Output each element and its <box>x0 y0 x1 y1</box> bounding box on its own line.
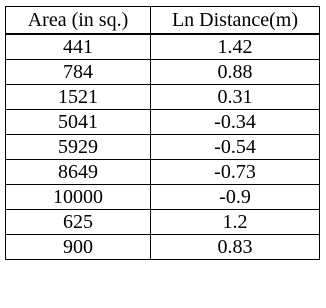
ln-distance-cell: 1.2 <box>151 210 320 235</box>
area-cell: 5929 <box>6 135 151 160</box>
ln-distance-cell: -0.34 <box>151 110 320 135</box>
area-cell: 900 <box>6 235 151 260</box>
table-header-row <box>6 7 320 35</box>
column-header-ln-distance: Ln Distance(m) <box>151 7 320 35</box>
area-cell: 10000 <box>6 185 151 210</box>
table-row <box>6 160 320 185</box>
area-cell: 1521 <box>6 85 151 110</box>
table-row <box>6 34 320 60</box>
ln-distance-cell: -0.9 <box>151 185 320 210</box>
ln-distance-cell: 0.88 <box>151 60 320 85</box>
area-cell: 784 <box>6 60 151 85</box>
ln-distance-cell: 1.42 <box>151 34 320 60</box>
ln-distance-cell: 0.83 <box>151 235 320 260</box>
ln-distance-cell: -0.73 <box>151 160 320 185</box>
table-row <box>6 210 320 235</box>
table-row <box>6 85 320 110</box>
area-cell: 8649 <box>6 160 151 185</box>
ln-distance-cell: 0.31 <box>151 85 320 110</box>
table-row <box>6 110 320 135</box>
table-row <box>6 60 320 85</box>
data-table <box>5 6 320 260</box>
table-row <box>6 235 320 260</box>
table-row <box>6 185 320 210</box>
area-cell: 441 <box>6 34 151 60</box>
ln-distance-cell: -0.54 <box>151 135 320 160</box>
column-header-area: Area (in sq.) <box>6 7 151 35</box>
area-cell: 625 <box>6 210 151 235</box>
area-cell: 5041 <box>6 110 151 135</box>
table-row <box>6 135 320 160</box>
